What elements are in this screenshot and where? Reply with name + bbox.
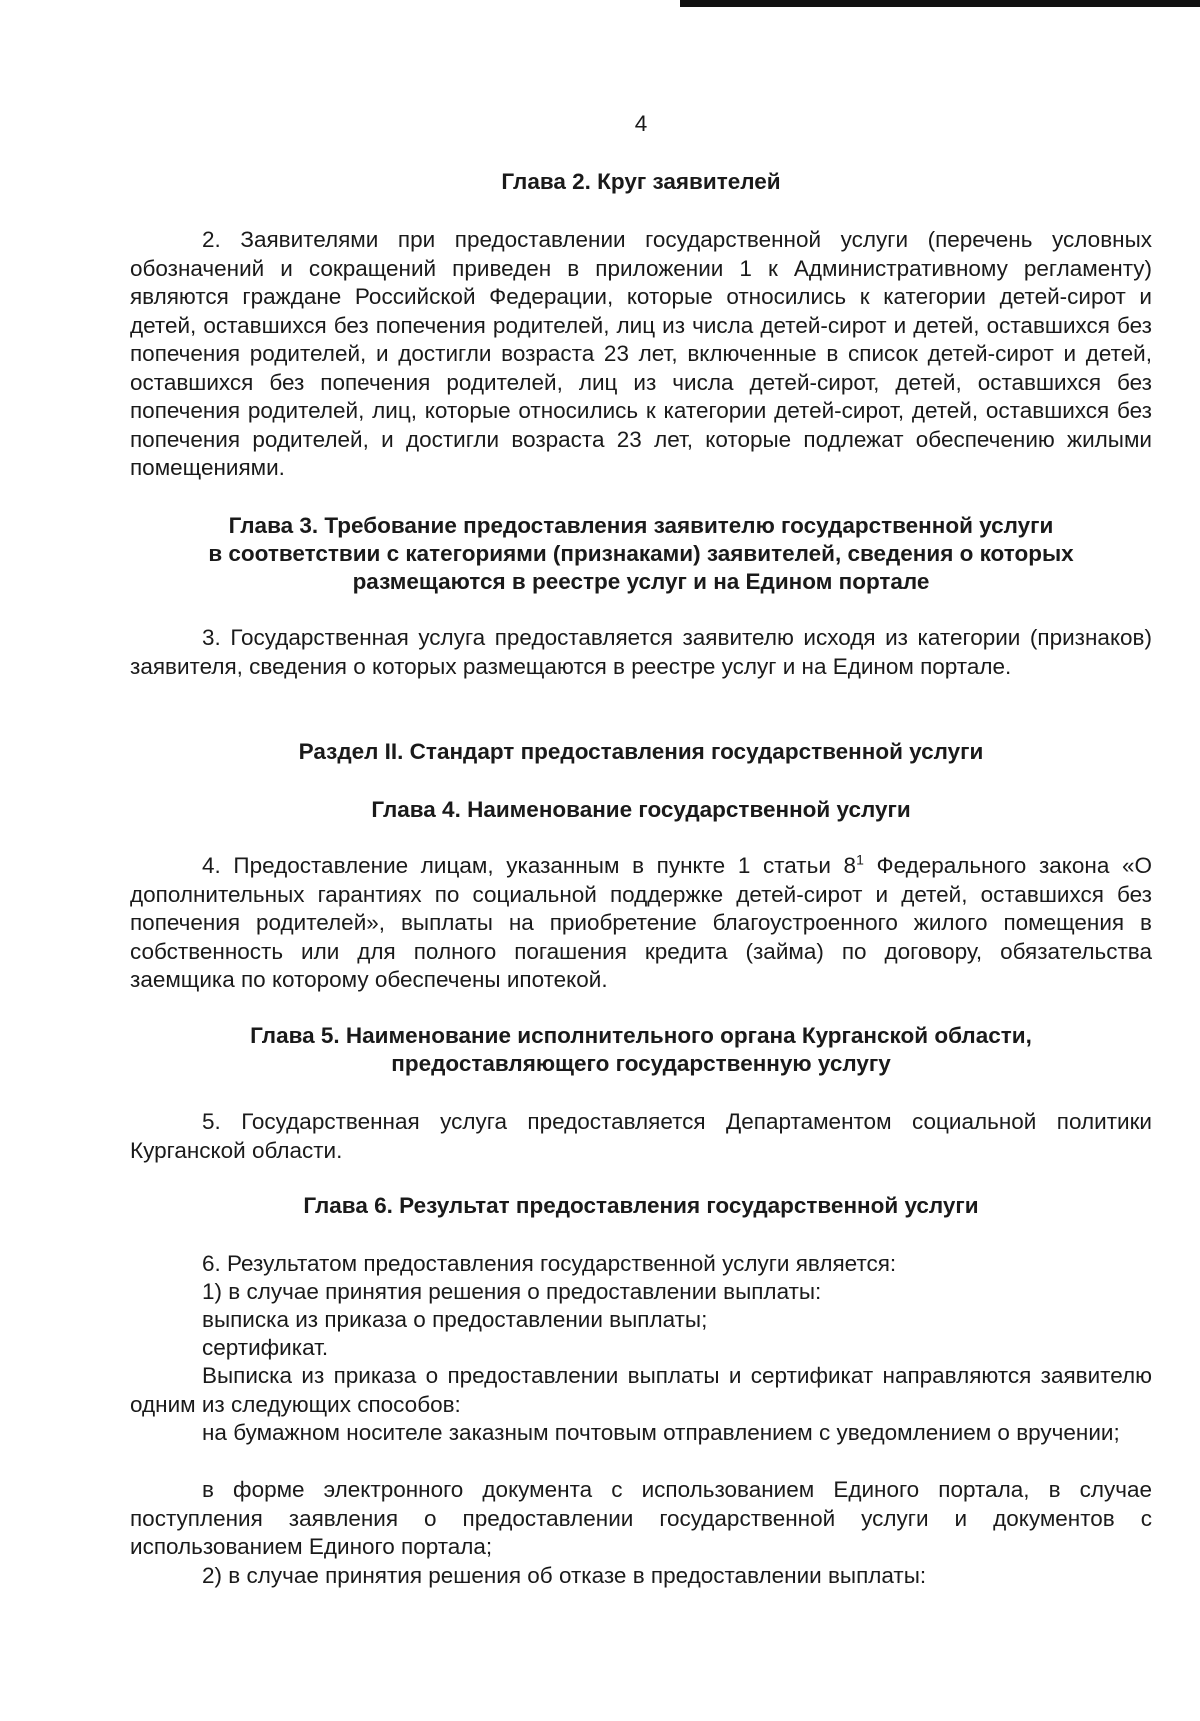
chapter-5-title-line-2: предоставляющего государственную услугу [391,1051,891,1076]
paragraph-3: 3. Государственная услуга предоставляется заявителю исходя из категории (признаков) заявителя, сведения о которых размещаются в реестре услуг и на Едином портале. [130,625,1152,679]
scan-edge-mark [680,0,1200,7]
chapter-3-title-line-2: в соответствии с категориями (признаками) заявителей, сведения о которых [208,541,1074,566]
article-superscript: 1 [856,851,864,868]
chapter-3-title-line-3: размещаются в реестре услуг и на Едином портале [352,569,930,594]
paragraph-2: 2. Заявителями при предоставлении государственной услуги (перечень условных обозначений и сокращений приведен в приложении 1 к Административному регламенту) являются граждане Российской Федерации, которые относились к категории детей-сирот и детей, оставшихся без попечения родителей, лиц из числа детей-сирот и детей, оставшихся без попечения родителей, и достигли возраста 23 лет, включенные в список детей-сирот и детей, оставшихся без попечения родителей, лиц из числа детей-сирот, детей, оставшихся без попечения родителей, лиц, которые относились к категории детей-сирот, детей, оставшихся без попечения родителей, и достигли возраста 23 лет, которые подлежат обеспечению жилыми помещениями. [130,227,1152,480]
chapter-6-title: Глава 6. Результат предоставления государственной услуги [303,1193,979,1218]
result-case-1: 1) в случае принятия решения о предоставлении выплаты: [202,1279,822,1304]
result-case-2: 2) в случае принятия решения об отказе в предоставлении выплаты: [202,1563,927,1588]
paragraph-4-part-1: 4. Предоставление лицам, указанным в пункте 1 статьи 8 [202,853,857,878]
paragraph-5: 5. Государственная услуга предоставляется Департаментом социальной политики Курганской области. [130,1109,1152,1163]
result-item-certificate: сертификат. [202,1335,329,1360]
chapter-3-title-line-1: Глава 3. Требование предоставления заявителю государственной услуги [228,513,1054,538]
chapter-2-title: Глава 2. Круг заявителей [501,169,781,194]
delivery-methods-paragraph: Выписка из приказа о предоставлении выплаты и сертификат направляются заявителю одним из следующих способов: [130,1363,1152,1417]
result-item-extract: выписка из приказа о предоставлении выплаты; [202,1307,708,1332]
chapter-5-title-line-1: Глава 5. Наименование исполнительного органа Курганской области, [250,1023,1032,1048]
chapter-4-title: Глава 4. Наименование государственной услуги [371,797,911,822]
delivery-paper-paragraph: на бумажном носителе заказным почтовым отправлением с уведомлением о вручении; [202,1420,1120,1445]
paragraph-6-intro: 6. Результатом предоставления государственной услуги является: [202,1251,897,1276]
paragraph-4 [130,852,1152,995]
delivery-electronic-paragraph: в форме электронного документа с использованием Единого портала, в случае поступления заявления о предоставлении государственной услуги и документов с использованием Единого портала; [130,1477,1152,1559]
paragraph-4-part-2: Федерального закона «О дополнительных гарантиях по социальной поддержке детей-сирот и детей, оставшихся без попечения родителей», выплаты на приобретение благоустроенного жилого помещения в собственность или для полного погашения кредита (займа) по договору, обязательства заемщика по которому обеспечены ипотекой. [130,853,1152,992]
page-number: 4 [634,111,648,136]
section-2-title: Раздел II. Стандарт предоставления государственной услуги [298,739,984,764]
